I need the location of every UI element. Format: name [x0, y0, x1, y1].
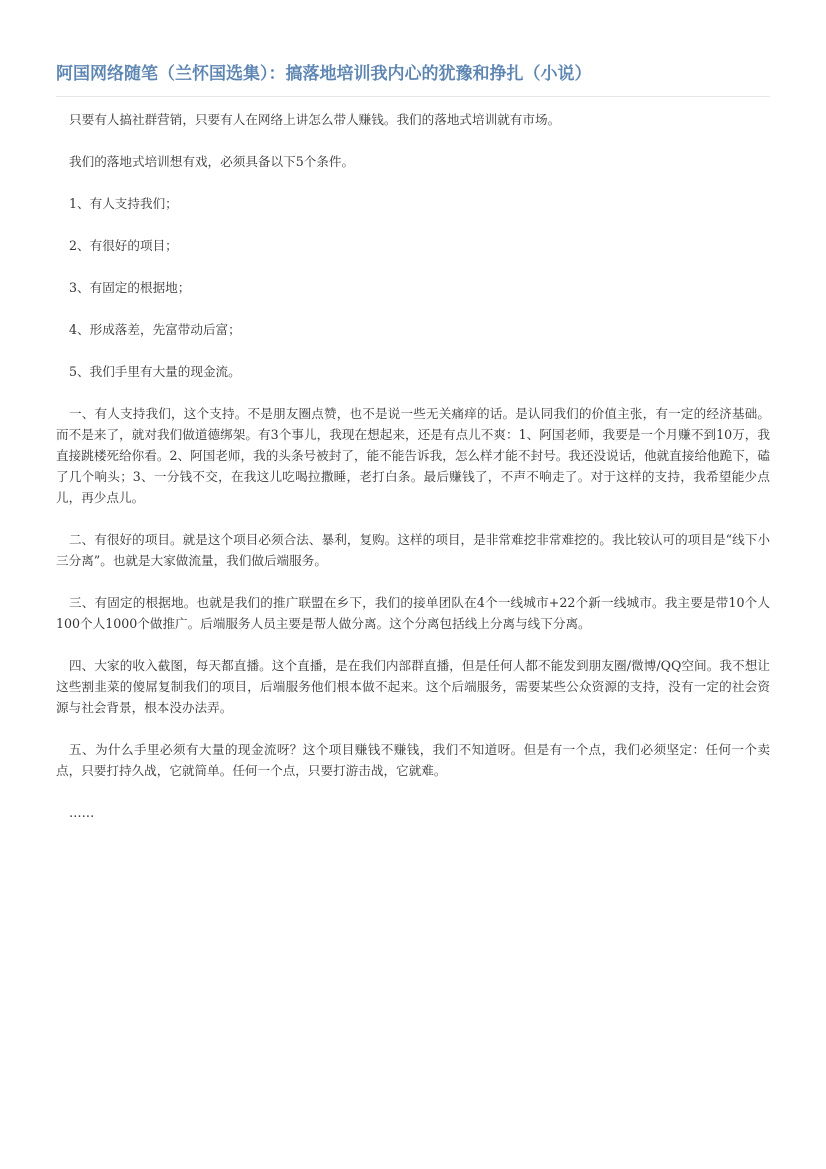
paragraph: 只要有人搞社群营销，只要有人在网络上讲怎么带人赚钱。我们的落地式培训就有市场。	[69, 112, 561, 127]
paragraph: 二、有很好的项目。就是这个项目必须合法、暴利，复购。这样的项目，是非常难挖非常难挖的。我比较认可的项目是“线下小三分离”。也就是大家做流量，我们做后端服务。	[56, 532, 770, 568]
list-item: 2、有很好的项目；	[69, 238, 178, 253]
paragraph: 四、大家的收入截图，每天都直播。这个直播，是在我们内部群直播，但是任何人都不能发到朋友圈/微博/QQ空间。我不想让这些割韭菜的傻屌复制我们的项目，后端服务他们根本做不起来。这个后端服务，需要某些公众资源的支持，没有一定的社会资源与社会背景，根本没办法弄。	[56, 658, 770, 715]
article-body	[56, 97, 770, 823]
article	[56, 62, 770, 844]
list-item: 5、我们手里有大量的现金流。	[69, 364, 241, 379]
page-title: 阿国网络随笔（兰怀国选集）：搞落地培训我内心的犹豫和挣扎（小说）	[56, 62, 770, 97]
list-item: 1、有人支持我们；	[69, 196, 178, 211]
ellipsis: ……	[69, 805, 95, 820]
paragraph: 五、为什么手里必须有大量的现金流呀？这个项目赚钱不赚钱，我们不知道呀。但是有一个点，我们必须坚定：任何一个卖点，只要打持久战，它就简单。任何一个点，只要打游击战，它就难。	[56, 742, 770, 778]
list-item: 3、有固定的根据地；	[69, 280, 191, 295]
paragraph: 我们的落地式培训想有戏，必须具备以下5个条件。	[69, 154, 355, 169]
paragraph: 三、有固定的根据地。也就是我们的推广联盟在乡下，我们的接单团队在4个一线城市+22个新一线城市。我主要是带10个人100个人1000个做推广。后端服务人员主要是帮人做分离。这个分离包括线上分离与线下分离。	[56, 595, 770, 631]
list-item: 4、形成落差，先富带动后富；	[69, 322, 241, 337]
paragraph: 一、有人支持我们，这个支持。不是朋友圈点赞，也不是说一些无关痛痒的话。是认同我们的价值主张，有一定的经济基础。而不是来了，就对我们做道德绑架。有3个事儿，我现在想起来，还是有点儿不爽：1、阿国老师，我要是一个月赚不到10万，我直接跳楼死给你看。2、阿国老师，我的头条号被封了，能不能告诉我，怎么样才能不封号。我还没说话，他就直接给他跪下，磕了几个响头；3、一分钱不交，在我这儿吃喝拉撒睡，老打白条。最后赚钱了，不声不响走了。对于这样的支持，我希望能少点儿，再少点儿。	[56, 406, 770, 505]
